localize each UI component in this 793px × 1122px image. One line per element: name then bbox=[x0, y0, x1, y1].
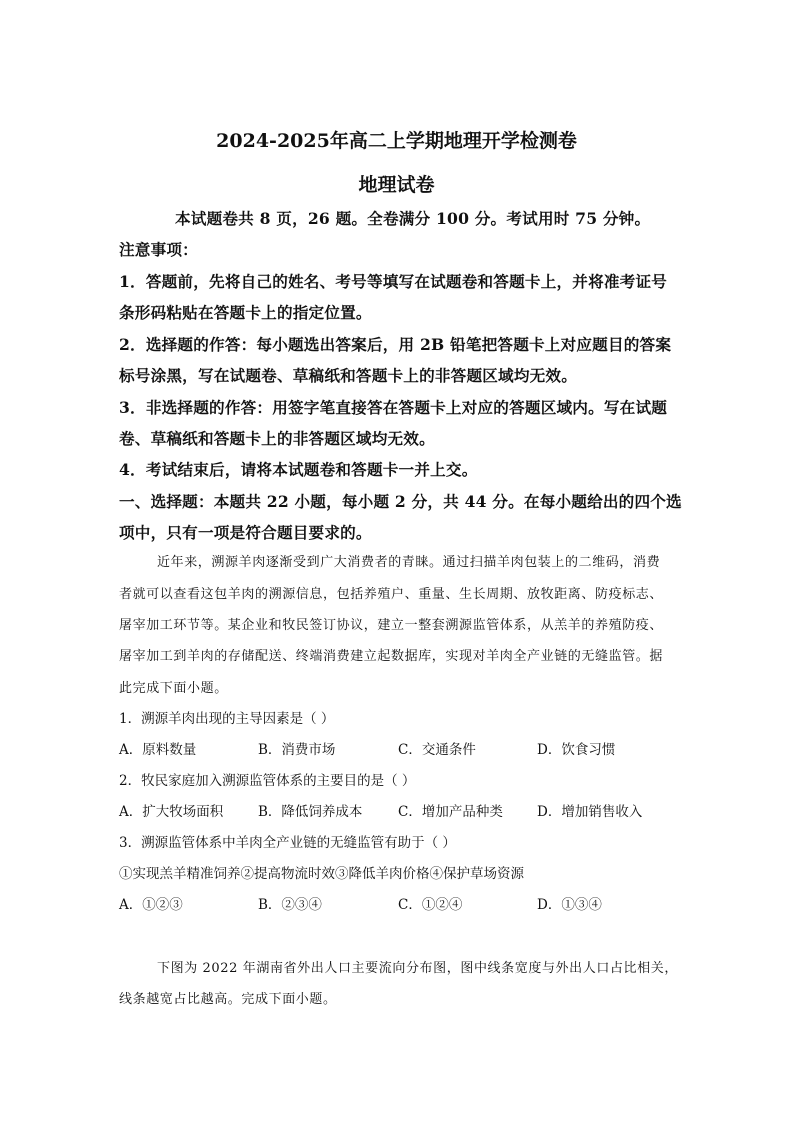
passage-line: 近年来，溯源羊肉逐渐受到广大消费者的青睐。通过扫描羊肉包装上的二维码，消费 bbox=[157, 555, 661, 570]
option-d: D．增加销售收入 bbox=[537, 804, 643, 820]
option-d: D．①③④ bbox=[537, 897, 602, 913]
option-a: A．原料数量 bbox=[119, 742, 197, 758]
question-stem: 1．溯源羊肉出现的主导因素是（ ） bbox=[119, 711, 335, 727]
passage-line: 下图为 2022 年湖南省外出人口主要流向分布图，图中线条宽度与外出人口占比相关， bbox=[157, 961, 678, 976]
option-c: C．①②④ bbox=[398, 897, 463, 913]
passage-line: 屠宰加工环节等。某企业和牧民签订协议，建立一整套溯源监管体系，从羔羊的养殖防疫、 bbox=[119, 618, 664, 633]
option-d: D．饮食习惯 bbox=[537, 742, 616, 758]
note-line: 卷、草稿纸和答题卡上的非答题区域均无效。 bbox=[119, 429, 435, 448]
section-heading: 一、选择题：本题共 22 小题，每小题 2 分，共 44 分。在每小题给出的四个选 bbox=[119, 492, 682, 511]
note-line: 标号涂黑，写在试题卷、草稿纸和答题卡上的非答题区域均无效。 bbox=[119, 366, 578, 385]
question-stem: 2．牧民家庭加入溯源监管体系的主要目的是（ ） bbox=[119, 773, 416, 789]
note-line: 2．选择题的作答：每小题选出答案后，用 2B 铅笔把答题卡上对应题目的答案 bbox=[119, 335, 672, 354]
option-b: B．消费市场 bbox=[258, 742, 336, 758]
question-stem: 3．溯源监管体系中羊肉全产业链的无缝监管有助于（ ） bbox=[119, 835, 456, 851]
exam-subtitle: 地理试卷 bbox=[358, 174, 435, 196]
notes-heading: 注意事项： bbox=[119, 240, 198, 259]
passage-line: 者就可以查看这包羊肉的溯源信息，包括养殖户、重量、生长周期、放牧距离、防疫标志、 bbox=[119, 587, 664, 602]
option-a: A．扩大牧场面积 bbox=[119, 804, 224, 820]
exam-title: 2024-2025年高二上学期地理开学检测卷 bbox=[216, 130, 577, 152]
option-c: C．交通条件 bbox=[398, 742, 476, 758]
option-b: B．降低饲养成本 bbox=[258, 804, 363, 820]
note-line: 3．非选择题的作答：用签字笔直接答在答题卡上对应的答题区域内。写在试题 bbox=[119, 398, 668, 417]
option-a: A．①②③ bbox=[119, 897, 183, 913]
option-c: C．增加产品种类 bbox=[398, 804, 503, 820]
question-statements: ①实现羔羊精准饲养②提高物流时效③降低羊肉价格④保护草场资源 bbox=[119, 866, 524, 882]
note-line: 条形码粘贴在答题卡上的指定位置。 bbox=[119, 303, 372, 322]
passage-line: 屠宰加工到羊肉的存储配送、终端消费建立起数据库，实现对羊肉全产业链的无缝监管。据 bbox=[119, 649, 664, 664]
note-line: 1．答题前，先将自己的姓名、考号等填写在试题卷和答题卡上，并将准考证号 bbox=[119, 272, 668, 291]
note-line: 4．考试结束后，请将本试题卷和答题卡一并上交。 bbox=[119, 460, 478, 479]
section-heading: 项中，只有一项是符合题目要求的。 bbox=[119, 523, 372, 542]
passage-line: 线条越宽占比越高。完成下面小题。 bbox=[119, 992, 337, 1007]
passage-line: 此完成下面小题。 bbox=[119, 681, 228, 696]
exam-info: 本试题卷共 8 页，26 题。全卷满分 100 分。考试用时 75 分钟。 bbox=[175, 209, 651, 228]
option-b: B．②③④ bbox=[258, 897, 322, 913]
